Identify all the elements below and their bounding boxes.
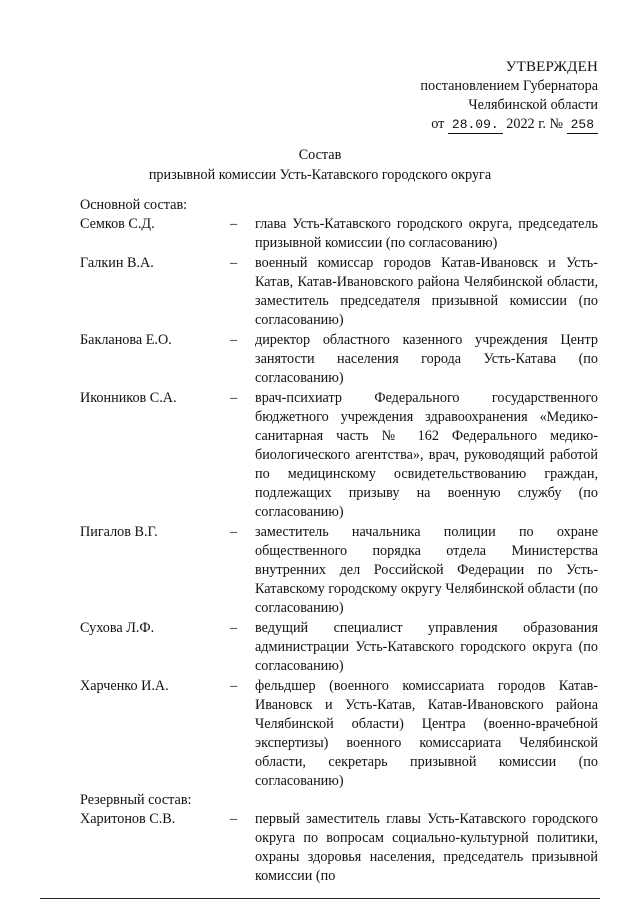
member-dash: – — [230, 678, 238, 694]
member-row — [80, 810, 598, 886]
member-description: врач-психиатр Федерального государственного бюджетного учреждения здравоохранения «Медико-санитарная часть № 162 Федерального медико-биологического агентства», врач, руководящий работой по медицинскому освидетельствованию граждан, подлежащих призыву на военную службу (по согласованию) — [255, 390, 598, 520]
member-name: Харченко И.А. — [80, 678, 169, 694]
page-bottom-rule — [40, 898, 600, 899]
member-row — [80, 677, 598, 791]
approval-line-1: постановлением Губернатора — [420, 78, 598, 94]
member-description: глава Усть-Катавского городского округа, председатель призывной комиссии (по согласованию) — [255, 216, 598, 251]
main-section-label: Основной состав: — [80, 197, 188, 213]
reserve-section-label: Резервный состав: — [80, 792, 192, 808]
member-dash: – — [230, 390, 238, 406]
date-value: 28.09. — [448, 117, 503, 134]
member-dash: – — [230, 620, 238, 636]
member-name: Иконников С.А. — [80, 390, 177, 406]
member-description: фельдшер (военного комиссариата городов Катав-Ивановск и Усть-Катав, Катав-Ивановского района Челябинской области) Центра (военно-врачебной экспертизы) военного комиссариата Челябинской области, секретарь призывной комиссии (по согласованию) — [255, 678, 598, 789]
commission-list — [80, 196, 598, 886]
member-name: Харитонов С.В. — [80, 811, 176, 827]
number-value: 258 — [567, 117, 598, 134]
member-name: Галкин В.А. — [80, 255, 154, 271]
member-description: директор областного казенного учреждения Центр занятости населения города Усть-Катава (по согласованию) — [255, 332, 598, 386]
member-row — [80, 389, 598, 522]
member-name: Семков С.Д. — [80, 216, 155, 232]
approval-date-line — [338, 115, 598, 134]
member-row — [80, 619, 598, 676]
member-name: Бакланова Е.О. — [80, 332, 172, 348]
date-prefix: от — [431, 116, 445, 132]
member-row — [80, 523, 598, 618]
member-dash: – — [230, 811, 238, 827]
member-description: ведущий специалист управления образования администрации Усть-Катавского городского округа (по согласованию) — [255, 620, 598, 674]
member-description: заместитель начальника полиции по охране общественного порядка отдела Министерства внутренних дел Российской Федерации по Усть-Катавскому городскому округу Челябинской области (по согласованию) — [255, 524, 598, 616]
member-row — [80, 254, 598, 330]
approval-line-2: Челябинской области — [468, 97, 598, 113]
member-description: военный комиссар городов Катав-Ивановск и Усть-Катав, Катав-Ивановского района Челябинской области, заместитель председателя призывной комиссии (по согласованию) — [255, 255, 598, 328]
approval-heading: УТВЕРЖДЕН — [505, 59, 598, 75]
member-dash: – — [230, 332, 238, 348]
member-row — [80, 331, 598, 388]
member-name: Пигалов В.Г. — [80, 524, 158, 540]
member-dash: – — [230, 255, 238, 271]
member-row — [80, 215, 598, 253]
title-line-2: призывной комиссии Усть-Катавского городского округа — [148, 167, 492, 183]
member-name: Сухова Л.Ф. — [80, 620, 155, 636]
date-year: 2022 г. № — [506, 116, 564, 132]
title-line-1: Состав — [298, 147, 342, 163]
document-title — [0, 145, 640, 185]
member-description: первый заместитель главы Усть-Катавского городского округа по вопросам социально-культурной политики, охраны здоровья населения, председатель призывной комиссии (по — [255, 811, 598, 884]
member-dash: – — [230, 216, 238, 232]
approval-block — [338, 58, 598, 134]
member-dash: – — [230, 524, 238, 540]
